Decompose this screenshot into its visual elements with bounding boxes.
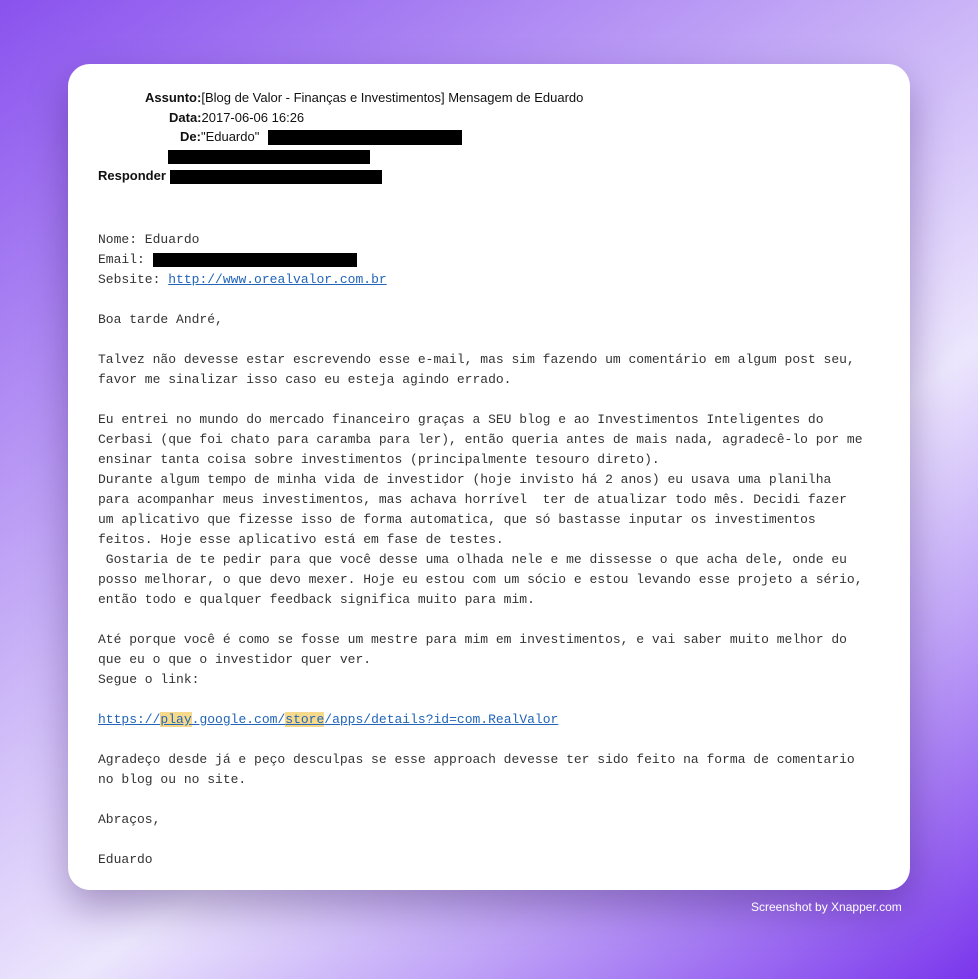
greeting: Boa tarde André, (98, 312, 223, 327)
watermark: Screenshot by Xnapper.com (751, 900, 902, 914)
from-label: De: (180, 129, 201, 144)
subject-row (145, 90, 583, 106)
from-row (180, 129, 462, 145)
reply-row (98, 168, 382, 184)
reply-label: Responder (98, 168, 166, 183)
paragraph-4: Agradeço desde já e peço desculpas se esse approach devesse ter sido feito na forma de comentario no blog ou no site. (98, 752, 855, 787)
link-middle: .google.com/ (191, 712, 286, 727)
closing: Abraços, (98, 812, 161, 827)
website-label: Sebsite: (98, 272, 161, 287)
email-card (68, 64, 910, 890)
play-store-link[interactable] (98, 712, 558, 727)
paragraph-1: Talvez não devesse estar escrevendo esse e-mail, mas sim fazendo um comentário em algum post seu, favor me sinalizar isso caso eu esteja agindo errado. (98, 352, 855, 387)
email-label: Email: (98, 252, 145, 267)
link-highlight-play: play (160, 712, 192, 727)
name-line: Nome: Eduardo (98, 232, 200, 247)
website-link[interactable]: http://www.orealvalor.com.br (168, 272, 387, 287)
signature: Eduardo (98, 852, 153, 867)
paragraph-2: Eu entrei no mundo do mercado financeiro graças a SEU blog e ao Investimentos Inteligentes do Cerbasi (que foi chato para caramba para ler), então queria antes de mais nada, agradecê-lo por me ensinar tanta coisa sobre investimentos (principalmente tesouro direto). Durante algum tempo de minha vida de investidor (hoje invisto há 2 anos) eu usava uma planilha para acompanhar meus investimentos, mas achava horrível ter de atualizar todo mês. Decidi fazer um aplicativo que fizesse isso de forma automatica, que só bastasse inputar os investimentos feitos. Hoje esse aplicativo está em fase de testes. Gostaria de te pedir para que você desse uma olhada nele e me dissesse o que acha dele, onde eu posso melhorar, o que devo mexer. Hoje eu estou com um sócio e estou levando esse projeto a sério, então todo e qualquer feedback significa muito para mim. (98, 412, 863, 607)
app-link-line (98, 710, 558, 730)
date-label: Data: (169, 110, 202, 125)
link-highlight-store: store (285, 712, 325, 727)
website-line (98, 270, 387, 290)
email-redaction (153, 253, 357, 267)
subject-value: [Blog de Valor - Finanças e Investimentos] Mensagem de Eduardo (201, 90, 584, 105)
date-row (169, 110, 304, 126)
link-suffix: /apps/details?id=com.RealValor (324, 712, 559, 727)
to-redaction (168, 150, 370, 164)
paragraph-3: Até porque você é como se fosse um mestre para mim em investimentos, e vai saber muito melhor do que eu o que o investidor quer ver. Segue o link: (98, 632, 847, 687)
reply-redaction (170, 170, 382, 184)
date-value: 2017-06-06 16:26 (201, 110, 305, 125)
from-value: "Eduardo" (200, 129, 260, 144)
email-line (98, 250, 357, 270)
subject-label: Assunto: (145, 90, 202, 105)
from-email-redaction (268, 130, 462, 145)
link-prefix: https:// (98, 712, 161, 727)
